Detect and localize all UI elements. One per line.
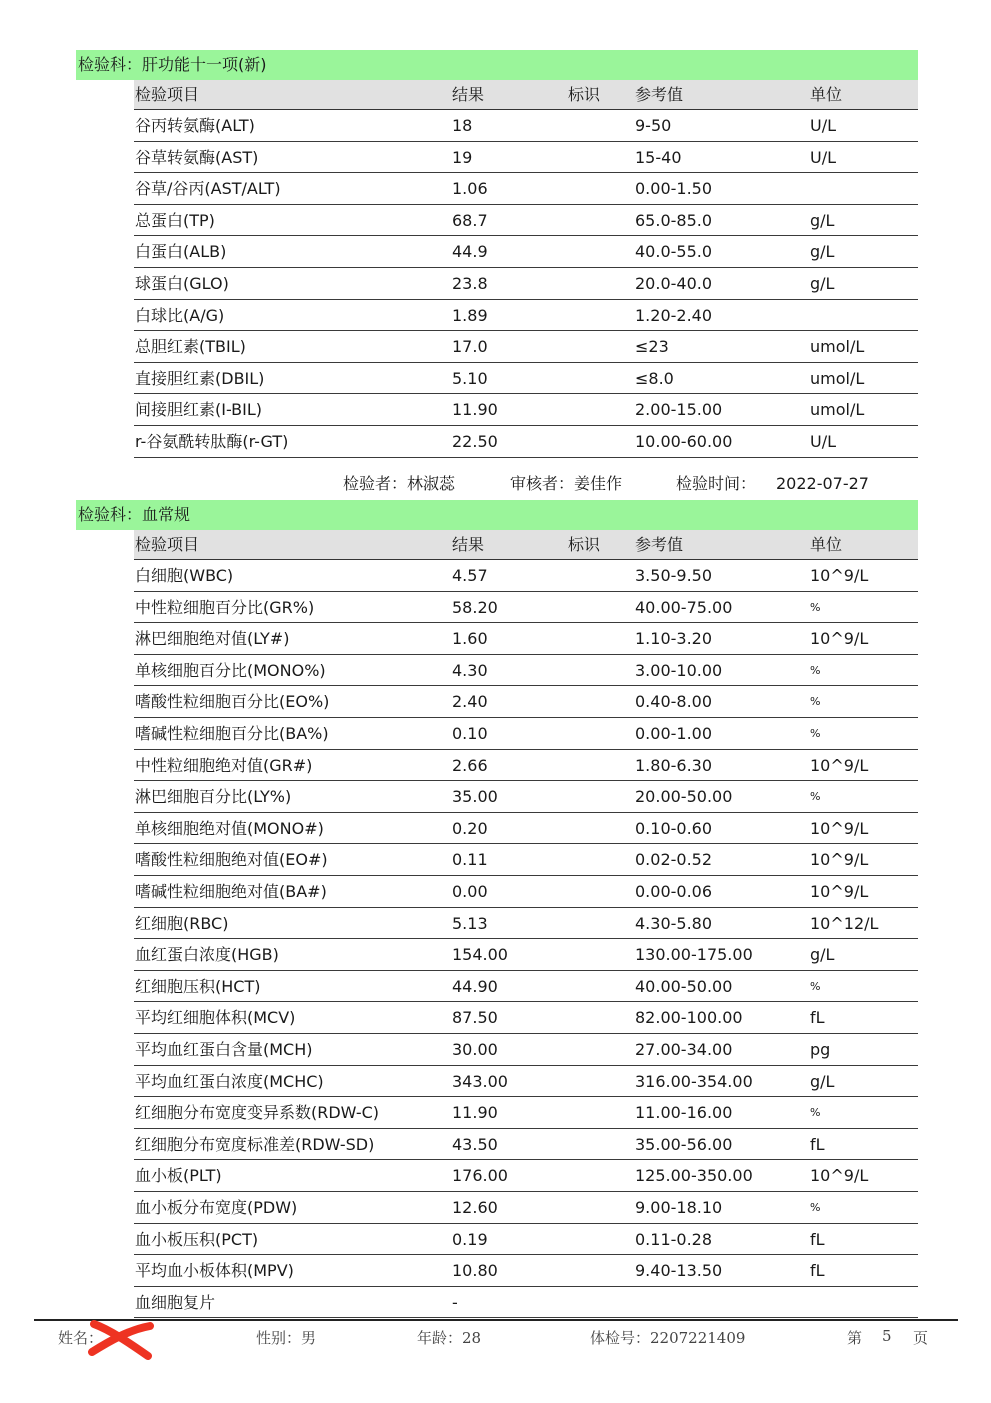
item-reference: 316.00-354.00: [635, 1071, 753, 1091]
exam-time-label: 检验时间：: [676, 474, 757, 493]
item-unit: 10^9/L: [810, 1166, 869, 1186]
item-unit: umol/L: [810, 337, 865, 357]
item-reference: 11.00-16.00: [635, 1103, 733, 1123]
table-row: [134, 142, 918, 174]
table-row: [134, 1097, 918, 1129]
item-name: 淋巴细胞绝对值(LY#): [135, 629, 290, 649]
item-result: 0.19: [452, 1229, 488, 1249]
item-result: 43.50: [452, 1134, 498, 1154]
item-unit: g/L: [810, 945, 835, 965]
table-row: [134, 813, 918, 845]
item-unit: 10^9/L: [810, 818, 869, 838]
item-name: 平均血红蛋白浓度(MCHC): [135, 1071, 324, 1091]
item-name: 血小板分布宽度(PDW): [135, 1198, 298, 1217]
item-name: 总蛋白(TP): [135, 210, 215, 230]
item-unit: 10^9/L: [810, 755, 869, 775]
page-prefix: 第: [847, 1329, 863, 1347]
item-unit: U/L: [810, 432, 837, 451]
item-name: 球蛋白(GLO): [135, 274, 229, 293]
item-name: 白球比(A/G): [135, 305, 225, 325]
item-unit: fL: [810, 1261, 825, 1281]
item-unit: U/L: [810, 147, 837, 167]
item-unit: g/L: [810, 1071, 835, 1091]
item-name: 总胆红素(TBIL): [135, 337, 246, 357]
item-result: 19: [452, 147, 473, 167]
table-row: [134, 1160, 918, 1192]
exam-time-value: 2022-07-27: [776, 474, 869, 493]
table-row: [134, 971, 918, 1003]
table-row: [134, 1066, 918, 1098]
table-row: [134, 908, 918, 940]
item-reference: 4.30-5.80: [635, 913, 713, 933]
item-name: 嗜碱性粒细胞百分比(BA%): [135, 724, 329, 743]
table-row: [134, 592, 918, 624]
header-item: 检验项目: [135, 85, 200, 104]
item-result: 44.9: [452, 242, 488, 262]
item-name: 白细胞(WBC): [135, 566, 234, 585]
reviewer: 审核者：姜佳作: [510, 474, 623, 493]
item-result: 0.20: [452, 818, 488, 838]
item-unit: %: [810, 695, 821, 709]
item-reference: 125.00-350.00: [635, 1166, 753, 1186]
table-row: [134, 268, 918, 300]
item-name: 平均血小板体积(MPV): [135, 1261, 294, 1281]
item-unit: %: [810, 1201, 821, 1214]
item-unit: %: [810, 727, 821, 740]
item-reference: 0.00-0.06: [635, 882, 713, 901]
item-reference: 40.00-75.00: [635, 597, 733, 617]
item-reference: 0.02-0.52: [635, 850, 713, 870]
item-unit: 10^9/L: [810, 882, 869, 901]
item-reference: 20.00-50.00: [635, 787, 733, 807]
item-name: 平均红细胞体积(MCV): [135, 1008, 296, 1028]
item-reference: 130.00-175.00: [635, 945, 753, 965]
table-row: [134, 1287, 918, 1319]
item-name: 血红蛋白浓度(HGB): [135, 945, 279, 965]
item-reference: 40.00-50.00: [635, 976, 733, 996]
item-result: 17.0: [452, 337, 488, 357]
item-result: 1.89: [452, 305, 488, 325]
item-result: 23.8: [452, 274, 488, 293]
examiner: 检验者：林淑蕊: [343, 474, 456, 493]
item-name: 间接胆红素(I-BIL): [135, 400, 263, 420]
patient-gender: 性别：男: [256, 1329, 317, 1347]
item-reference: 0.10-0.60: [635, 818, 713, 838]
item-name: 红细胞分布宽度变异系数(RDW-C): [135, 1103, 380, 1123]
item-name: 谷草/谷丙(AST/ALT): [135, 179, 281, 199]
signature-row: [0, 472, 991, 496]
item-name: 血小板压积(PCT): [135, 1229, 259, 1249]
footer-divider: [34, 1319, 958, 1321]
table-row: [134, 750, 918, 782]
item-result: 1.06: [452, 179, 488, 199]
table-row: [134, 939, 918, 971]
table-header-liver: [134, 80, 918, 110]
section-title-blood: 检验科：血常规: [76, 500, 918, 530]
item-unit: U/L: [810, 116, 837, 135]
header-flag: 标识: [568, 535, 601, 554]
item-result: 0.11: [452, 850, 488, 870]
item-unit: 10^9/L: [810, 629, 869, 649]
item-reference: 1.80-6.30: [635, 755, 713, 775]
item-name: 红细胞压积(HCT): [135, 976, 261, 996]
table-row: [134, 655, 918, 687]
item-result: 87.50: [452, 1008, 498, 1028]
item-result: 2.66: [452, 755, 488, 775]
item-name: 谷丙转氨酶(ALT): [135, 116, 255, 135]
header-item: 检验项目: [135, 535, 200, 554]
item-unit: fL: [810, 1134, 825, 1154]
section-title-liver: 检验科：肝功能十一项(新): [76, 50, 918, 80]
table-row: [134, 1002, 918, 1034]
item-name: 嗜酸性粒细胞绝对值(EO#): [135, 850, 328, 870]
item-name: 血小板(PLT): [135, 1166, 222, 1186]
item-name: 直接胆红素(DBIL): [135, 368, 265, 388]
item-result: 30.00: [452, 1040, 498, 1059]
item-reference: 3.00-10.00: [635, 660, 723, 680]
table-row: [134, 560, 918, 592]
table-row: [134, 300, 918, 332]
item-reference: 1.10-3.20: [635, 629, 713, 649]
item-result: 12.60: [452, 1198, 498, 1217]
item-result: 176.00: [452, 1166, 508, 1186]
table-header-blood: [134, 530, 918, 560]
header-unit: 单位: [810, 535, 843, 554]
page-suffix: 页: [913, 1329, 929, 1347]
item-result: 5.10: [452, 368, 488, 388]
item-result: 154.00: [452, 945, 508, 965]
table-row: [134, 363, 918, 395]
table-row: [134, 110, 918, 142]
table-row: [134, 686, 918, 718]
item-reference: 0.40-8.00: [635, 692, 713, 712]
patient-name-label: 姓名：: [58, 1329, 104, 1347]
item-unit: umol/L: [810, 400, 865, 420]
item-reference: ≤23: [635, 337, 669, 357]
item-unit: %: [810, 979, 821, 993]
item-result: 18: [452, 116, 473, 135]
item-unit: umol/L: [810, 368, 865, 388]
item-reference: 10.00-60.00: [635, 432, 733, 451]
patient-age: 年龄：28: [417, 1329, 482, 1347]
table-row: [134, 394, 918, 426]
item-reference: 82.00-100.00: [635, 1008, 743, 1028]
item-result: 1.60: [452, 629, 488, 649]
item-name: 血细胞复片: [135, 1292, 216, 1312]
item-result: 58.20: [452, 597, 498, 617]
item-name: 平均血红蛋白含量(MCH): [135, 1040, 313, 1059]
table-row: [134, 1192, 918, 1224]
item-name: 红细胞分布宽度标准差(RDW-SD): [135, 1134, 375, 1154]
header-ref: 参考值: [635, 535, 684, 554]
item-name: r-谷氨酰转肽酶(r-GT): [135, 432, 289, 451]
item-name: 红细胞(RBC): [135, 913, 229, 933]
item-reference: 2.00-15.00: [635, 400, 723, 420]
item-result: 343.00: [452, 1071, 508, 1091]
item-unit: g/L: [810, 274, 835, 293]
item-reference: 20.0-40.0: [635, 274, 713, 293]
item-result: 35.00: [452, 787, 498, 807]
table-row: [134, 1129, 918, 1161]
item-unit: %: [810, 600, 821, 614]
item-reference: 3.50-9.50: [635, 566, 713, 585]
item-name: 淋巴细胞百分比(LY%): [135, 787, 292, 807]
header-unit: 单位: [810, 85, 843, 104]
table-row: [134, 1224, 918, 1256]
item-result: 0.10: [452, 724, 488, 743]
item-reference: 9-50: [635, 116, 672, 135]
item-name: 白蛋白(ALB): [135, 242, 227, 262]
header-result: 结果: [452, 535, 485, 554]
item-result: 4.30: [452, 660, 488, 680]
table-row: [134, 205, 918, 237]
header-ref: 参考值: [635, 85, 684, 104]
item-reference: 27.00-34.00: [635, 1040, 733, 1059]
item-unit: 10^9/L: [810, 850, 869, 870]
item-unit: g/L: [810, 242, 835, 262]
item-reference: 65.0-85.0: [635, 210, 713, 230]
item-unit: %: [810, 663, 821, 677]
item-unit: pg: [810, 1040, 831, 1059]
item-result: 68.7: [452, 210, 488, 230]
item-name: 中性粒细胞绝对值(GR#): [135, 755, 313, 775]
item-unit: 10^9/L: [810, 566, 869, 585]
item-result: 0.00: [452, 882, 488, 901]
item-unit: fL: [810, 1008, 825, 1028]
table-row: [134, 173, 918, 205]
item-result: 4.57: [452, 566, 488, 585]
item-result: 11.90: [452, 400, 498, 420]
item-name: 嗜碱性粒细胞绝对值(BA#): [135, 882, 327, 901]
item-reference: 0.00-1.50: [635, 179, 713, 199]
item-reference: ≤8.0: [635, 368, 674, 388]
item-result: 5.13: [452, 913, 488, 933]
item-reference: 0.11-0.28: [635, 1229, 713, 1249]
item-name: 嗜酸性粒细胞百分比(EO%): [135, 692, 330, 712]
table-row: [134, 623, 918, 655]
item-result: 11.90: [452, 1103, 498, 1123]
item-unit: 10^12/L: [810, 913, 879, 933]
table-row: [134, 236, 918, 268]
item-reference: 0.00-1.00: [635, 724, 713, 743]
item-reference: 15-40: [635, 147, 682, 167]
item-unit: %: [810, 790, 821, 804]
item-unit: fL: [810, 1229, 825, 1249]
item-result: -: [452, 1292, 458, 1312]
item-name: 单核细胞绝对值(MONO#): [135, 818, 324, 838]
table-row: [134, 781, 918, 813]
item-reference: 35.00-56.00: [635, 1134, 733, 1154]
table-row: [134, 1034, 918, 1066]
table-row: [134, 718, 918, 750]
item-name: 中性粒细胞百分比(GR%): [135, 597, 315, 617]
page-number: 5: [882, 1327, 892, 1345]
item-name: 谷草转氨酶(AST): [135, 147, 259, 167]
table-row: [134, 876, 918, 908]
item-reference: 1.20-2.40: [635, 305, 713, 325]
table-row: [134, 1255, 918, 1287]
exam-number: 体检号：2207221409: [590, 1329, 746, 1347]
item-result: 10.80: [452, 1261, 498, 1281]
item-result: 44.90: [452, 976, 498, 996]
header-result: 结果: [452, 85, 485, 104]
item-reference: 9.40-13.50: [635, 1261, 723, 1281]
item-unit: %: [810, 1106, 821, 1120]
table-row: [134, 331, 918, 363]
item-unit: g/L: [810, 210, 835, 230]
item-result: 22.50: [452, 432, 498, 451]
item-name: 单核细胞百分比(MONO%): [135, 660, 326, 680]
header-flag: 标识: [568, 85, 601, 104]
table-row: [134, 844, 918, 876]
item-reference: 9.00-18.10: [635, 1198, 723, 1217]
item-reference: 40.0-55.0: [635, 242, 713, 262]
redaction-mark: [88, 1316, 156, 1360]
table-row: [134, 426, 918, 458]
item-result: 2.40: [452, 692, 488, 712]
